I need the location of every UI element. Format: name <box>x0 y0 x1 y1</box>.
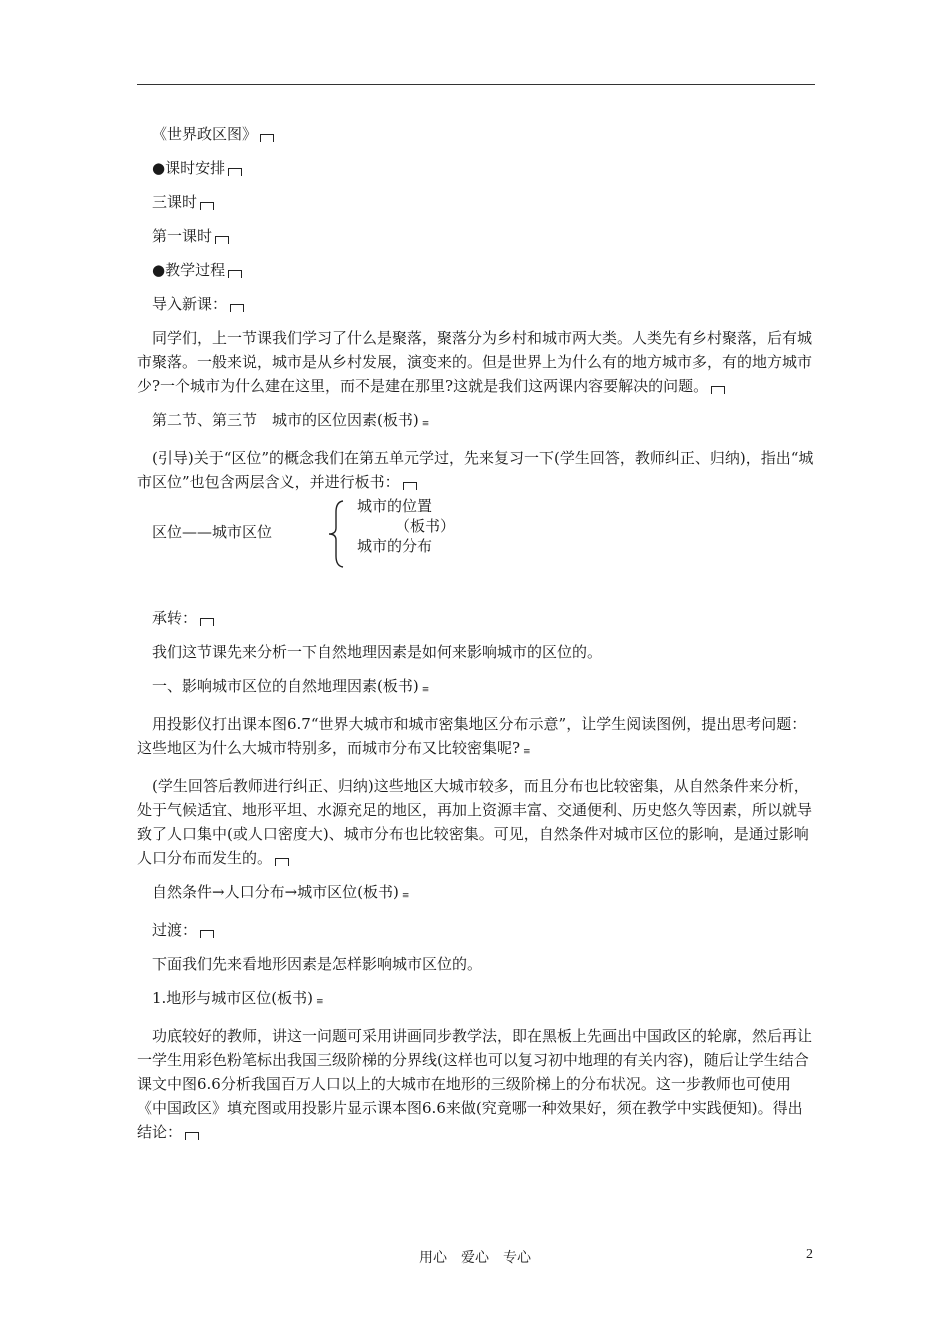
page-number: 2 <box>806 1247 813 1262</box>
end-mark-icon: ≡ <box>421 685 429 695</box>
paragraph-gap <box>137 702 815 712</box>
paragraph-gap <box>137 942 815 952</box>
diagram-bottom-item: 城市的分布 <box>357 537 433 555</box>
location-diagram <box>137 494 815 606</box>
end-mark-icon: ≡ <box>316 997 323 1007</box>
paragraph-mark-icon <box>228 168 242 176</box>
paragraph-gap <box>137 1014 815 1024</box>
paragraph <box>137 918 815 942</box>
paragraph-gap <box>137 214 815 224</box>
document-body <box>137 122 815 1144</box>
paragraph <box>137 122 815 146</box>
paragraph-gap <box>137 908 815 918</box>
paragraph-text: 1.地形与城市区位(板书) <box>152 989 314 1007</box>
paragraph <box>137 880 815 908</box>
paragraph <box>137 606 815 630</box>
paragraph-gap <box>137 146 815 156</box>
paragraph-text: 第一课时 <box>152 227 213 245</box>
paragraph <box>137 774 815 870</box>
paragraph <box>137 408 815 436</box>
diagram-top-item: 城市的位置 <box>357 497 433 515</box>
end-mark-icon: ≡ <box>421 419 429 429</box>
paragraph <box>137 156 815 180</box>
paragraph-text: (学生回答后教师进行纠正、归纳)这些地区大城市较多，而且分布也比较密集，从自然条件来分析，处于气候适宜、地形平坦、水源充足的地区，再加上资源丰富、交通便利、历史悠久等因素，所以就导致了人口集中(或人口密度大)、城市分布也比较密集。可见，自然条件对城市区位的影响，是通过影响人口分布而发生的。 <box>137 777 813 867</box>
paragraph <box>137 292 815 316</box>
paragraph-mark-icon <box>215 236 229 244</box>
paragraph-gap <box>137 282 815 292</box>
diagram-middle-item: （板书） <box>395 517 456 535</box>
paragraph-text: 用投影仪打出课本图6.7“世界大城市和城市密集地区分布示意”，让学生阅读图例，提出思考问题：这些地区为什么大城市特别多，而城市分布又比较密集呢? <box>137 715 807 757</box>
paragraph-text: 《世界政区图》 <box>152 125 258 143</box>
paragraph-text: 承转： <box>152 609 198 627</box>
brace-icon <box>327 500 345 568</box>
paragraph-text: 自然条件→人口分布→城市区位(板书) <box>152 883 399 901</box>
paragraph-gap <box>137 976 815 986</box>
paragraph-text: 我们这节课先来分析一下自然地理因素是如何来影响城市的区位的。 <box>152 643 603 661</box>
paragraph-mark-icon <box>185 1132 199 1140</box>
paragraph-text: 导入新课： <box>152 295 228 313</box>
paragraph-mark-icon <box>200 930 214 938</box>
header-rule <box>137 84 815 85</box>
paragraph-gap <box>137 630 815 640</box>
paragraph-mark-icon <box>230 304 244 312</box>
paragraph <box>137 326 815 398</box>
footer-slogan: 用心 爱心 专心 <box>419 1250 531 1266</box>
paragraph-mark-icon <box>200 618 214 626</box>
paragraph-text: 第二节、第三节 城市的区位因素(板书) <box>152 411 419 429</box>
paragraph-text: 过渡： <box>152 921 198 939</box>
paragraph-text: ●课时安排 <box>152 159 226 177</box>
paragraph-text: 同学们，上一节课我们学习了什么是聚落，聚落分为乡村和城市两大类。人类先有乡村聚落，后有城市聚落。一般来说，城市是从乡村发展，演变来的。但是世界上为什么有的地方城市多，有的地方城市少?一个城市为什么建在这里，而不是建在那里?这就是我们这两课内容要解决的问题。 <box>137 329 813 395</box>
paragraph <box>137 952 815 976</box>
paragraph-gap <box>137 316 815 326</box>
paragraph-gap <box>137 398 815 408</box>
paragraph <box>137 224 815 248</box>
paragraph-text: 功底较好的教师，讲这一问题可采用讲画同步教学法，即在黑板上先画出中国政区的轮廓，然后再让一学生用彩色粉笔标出我国三级阶梯的分界线(这样也可以复习初中地理的有关内容)，随后让学生结合课文中图6.6分析我国百万人口以上的大城市在地形的三级阶梯上的分布状况。这一步教师也可使用《中国政区》填充图或用投影片显示课本图6.6来做(究竟哪一种效果好，须在教学中实践便知)。得出结论： <box>137 1027 813 1141</box>
paragraph <box>137 640 815 664</box>
paragraph-mark-icon <box>275 858 289 866</box>
paragraph-mark-icon <box>403 482 417 490</box>
paragraph-mark-icon <box>260 134 274 142</box>
paragraph-text: (引导)关于“区位”的概念我们在第五单元学过，先来复习一下(学生回答，教师纠正、归纳)，指出“城市区位”也包含两层含义，并进行板书： <box>137 449 814 491</box>
end-mark-icon: ≡ <box>523 747 530 757</box>
paragraph-text: 下面我们先来看地形因素是怎样影响城市区位的。 <box>152 955 483 973</box>
paragraph-gap <box>137 870 815 880</box>
bottom-paragraphs <box>137 606 815 1144</box>
paragraph-gap <box>137 248 815 258</box>
paragraph <box>137 1024 815 1144</box>
end-mark-icon: ≡ <box>401 891 409 901</box>
paragraph <box>137 674 815 702</box>
paragraph-gap <box>137 664 815 674</box>
paragraph <box>137 986 815 1014</box>
paragraph-text: 一、影响城市区位的自然地理因素(板书) <box>152 677 419 695</box>
paragraph-mark-icon <box>228 270 242 278</box>
paragraph-gap <box>137 436 815 446</box>
paragraph <box>137 258 815 282</box>
paragraph-gap <box>137 764 815 774</box>
diagram-left-label: 区位——城市区位 <box>152 523 273 541</box>
top-paragraphs <box>137 122 815 494</box>
paragraph-text: ●教学过程 <box>152 261 226 279</box>
paragraph-text: 三课时 <box>152 193 198 211</box>
paragraph <box>137 190 815 214</box>
paragraph <box>137 446 815 494</box>
paragraph-gap <box>137 180 815 190</box>
paragraph-mark-icon <box>711 386 725 394</box>
paragraph <box>137 712 815 764</box>
paragraph-mark-icon <box>200 202 214 210</box>
